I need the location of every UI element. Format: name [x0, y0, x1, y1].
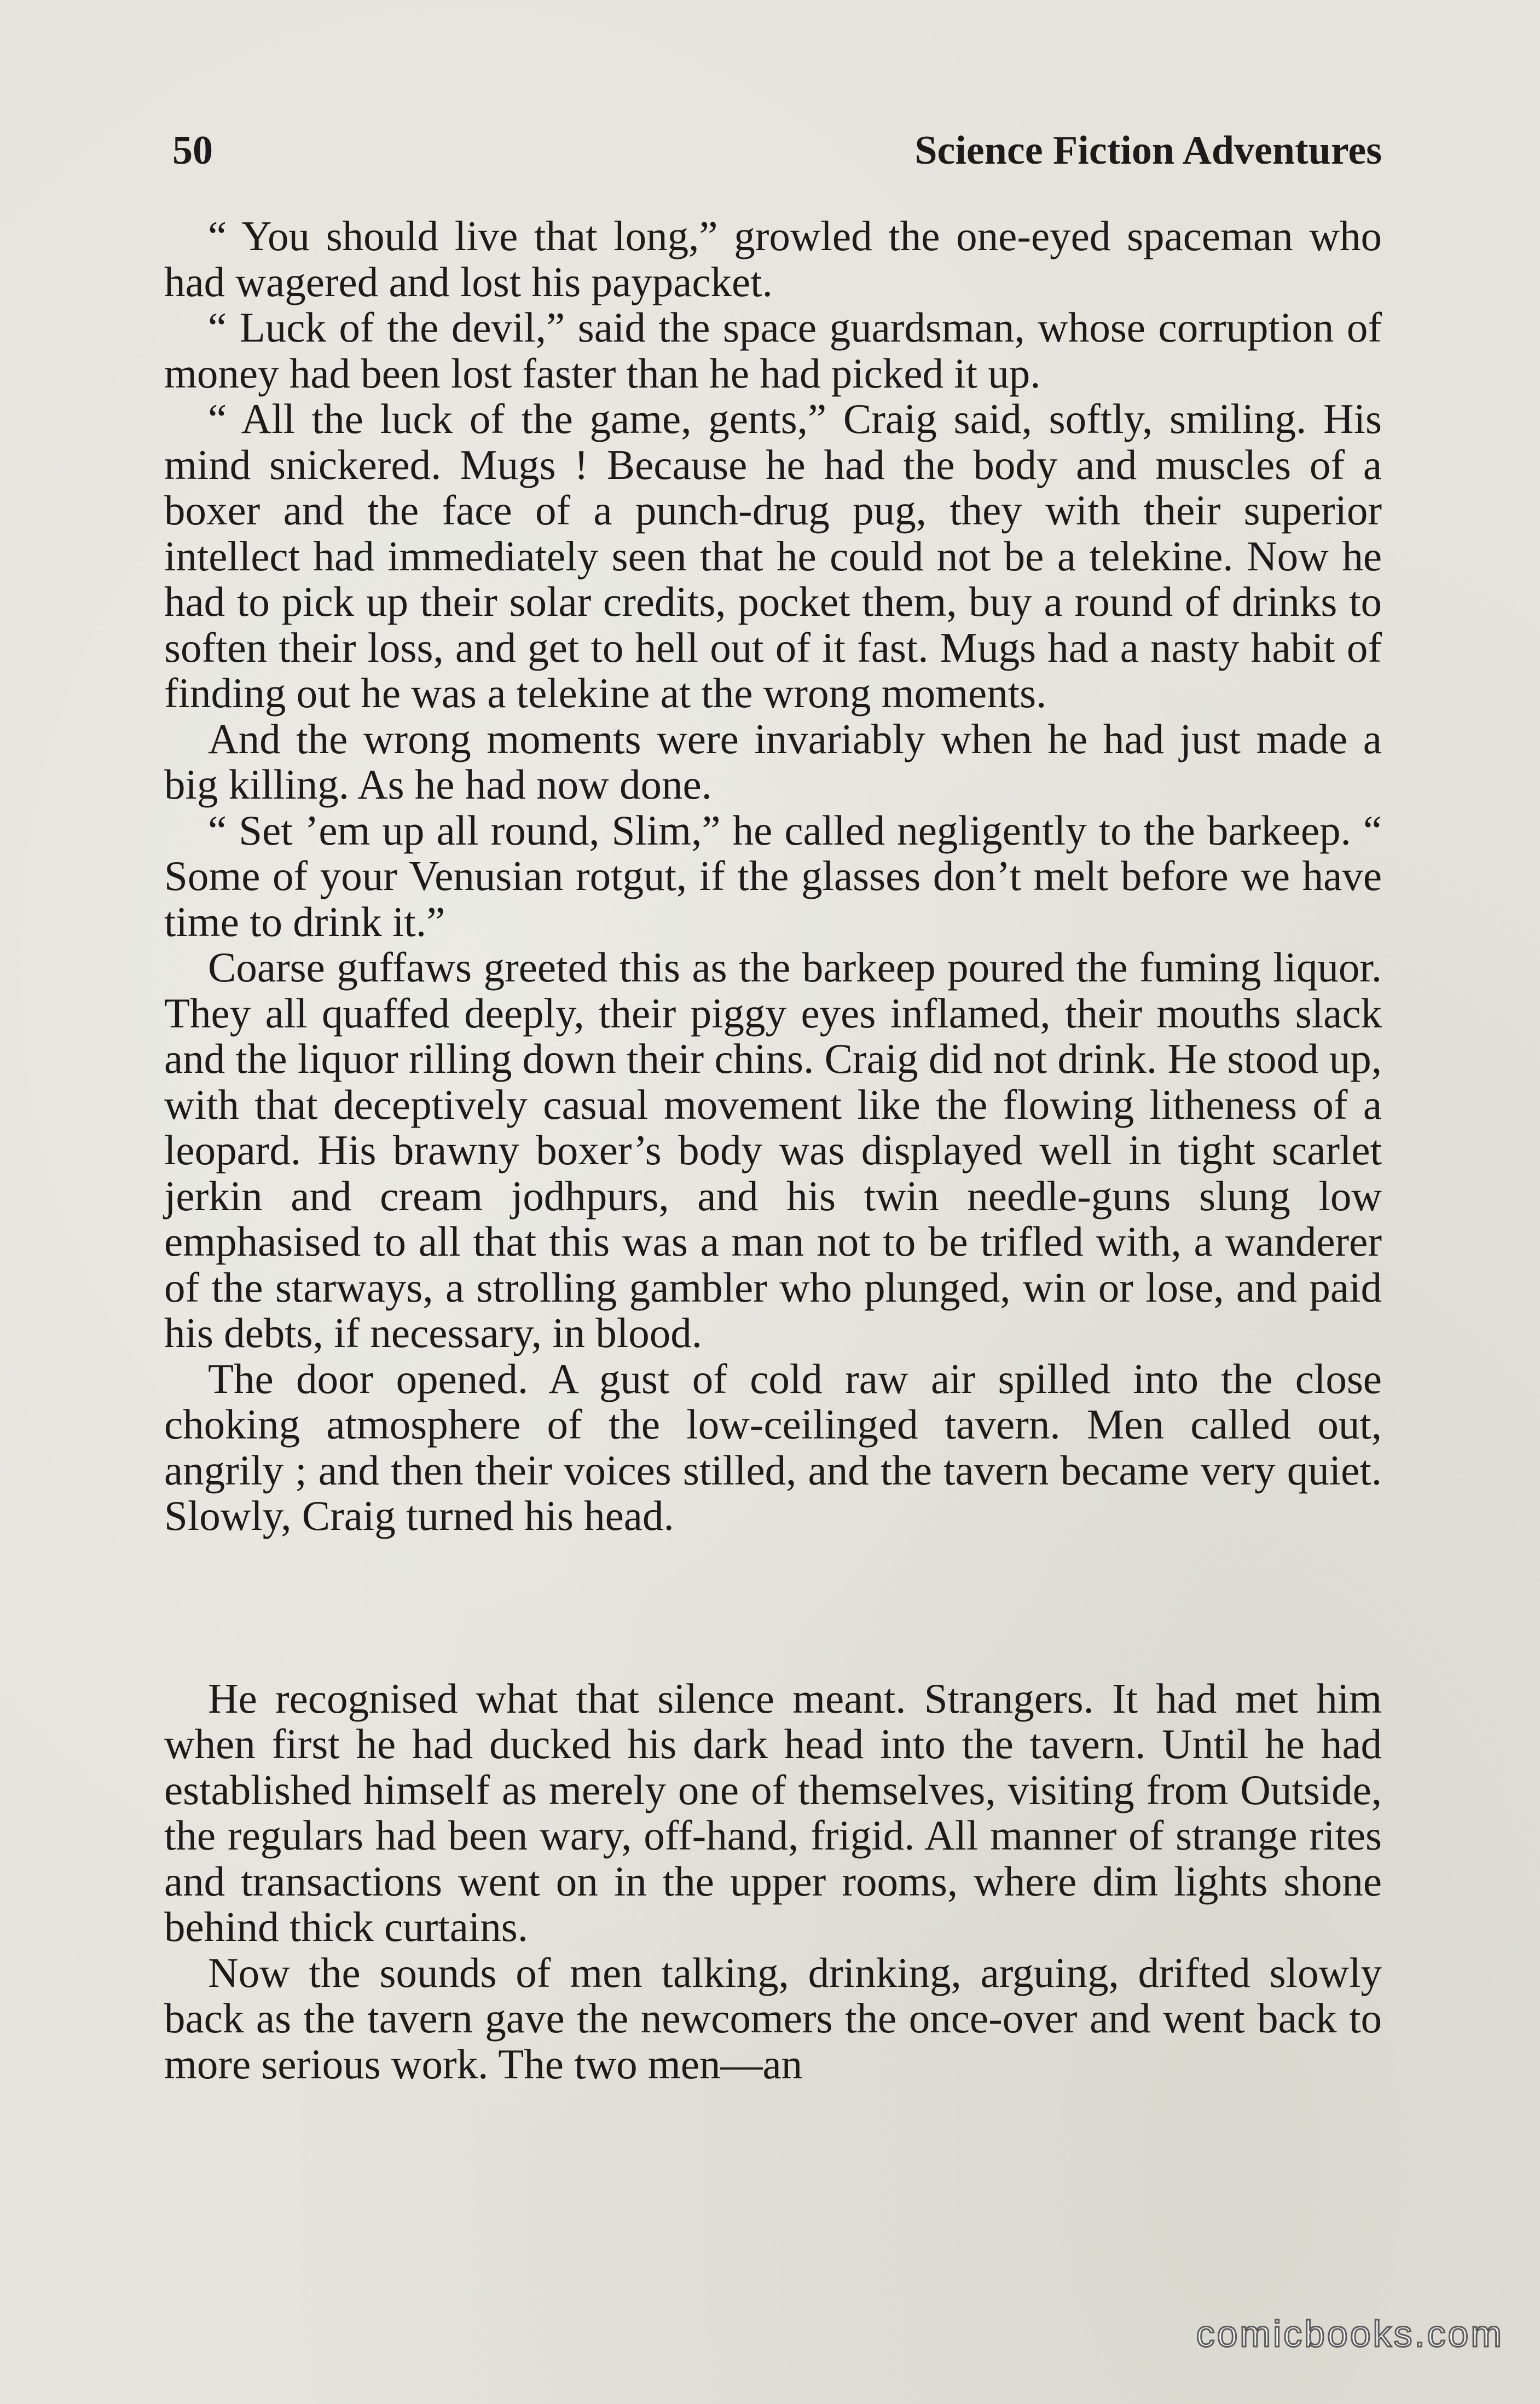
running-head: Science Fiction Adventures — [914, 128, 1382, 173]
paragraph: And the wrong moments were invariably when he had just made a big killing. As he had now done. — [164, 715, 1382, 808]
section-break — [164, 1539, 1382, 1676]
page-header — [172, 120, 1382, 181]
page-number: 50 — [172, 128, 213, 173]
paragraph: Now the sounds of men talking, drinking, arguing, drifted slowly back as the tavern gave the newcomers the once-over and went back to more serious work. The two men—an — [164, 1949, 1382, 2088]
paragraph: He recognised what that silence meant. Strangers. It had met him when first he had ducked his dark head into the tavern. Until he had established himself as merely one of themselves, visiting from Outside, the regulars had been wary, off-hand, frigid. All manner of strange rites and transactions went on in the upper rooms, where dim lights shone behind thick curtains. — [164, 1674, 1382, 1950]
story-text — [164, 213, 1382, 2087]
paragraph: The door opened. A gust of cold raw air spilled into the close choking atmosphere of the low-ceilinged tavern. Men called out, angrily ; and then their voices stilled, and the tavern became very quiet. Slowly, Craig turned his head. — [164, 1355, 1382, 1539]
watermark: comicbooks.com — [1196, 2313, 1504, 2355]
paragraph: “ Luck of the devil,” said the space guardsman, whose corruption of money had been lost faster than he had picked it up. — [164, 304, 1382, 397]
paragraph: “ You should live that long,” growled the one-eyed spaceman who had wagered and lost his paypacket. — [164, 212, 1382, 305]
paragraph: “ All the luck of the game, gents,” Craig said, softly, smiling. His mind snickered. Mugs ! Because he had the body and muscles of a boxer and the face of a punch-drug pug, they with their superior intellect had immediately seen that he could not be a telekine. Now he had to pick up their solar credits, pocket them, buy a round of drinks to soften their loss, and get to hell out of it fast. Mugs had a nasty habit of finding out he was a telekine at the wrong moments. — [164, 395, 1382, 716]
paragraph: “ Set ’em up all round, Slim,” he called negligently to the barkeep. “ Some of your Venusian rotgut, if the glasses don’t melt before we have time to drink it.” — [164, 806, 1382, 945]
paragraph: Coarse guffaws greeted this as the barkeep poured the fuming liquor. They all quaffed deeply, their piggy eyes inflamed, their mouths slack and the liquor rilling down their chins. Craig did not drink. He stood up, with that deceptively casual movement like the flowing litheness of a leopard. His brawny boxer’s body was displayed well in tight scarlet jerkin and cream jodhpurs, and his twin needle-guns slung low emphasised to all that this was a man not to be trifled with, a wanderer of the starways, a strolling gambler who plunged, win or lose, and paid his debts, if necessary, in blood. — [164, 944, 1382, 1356]
